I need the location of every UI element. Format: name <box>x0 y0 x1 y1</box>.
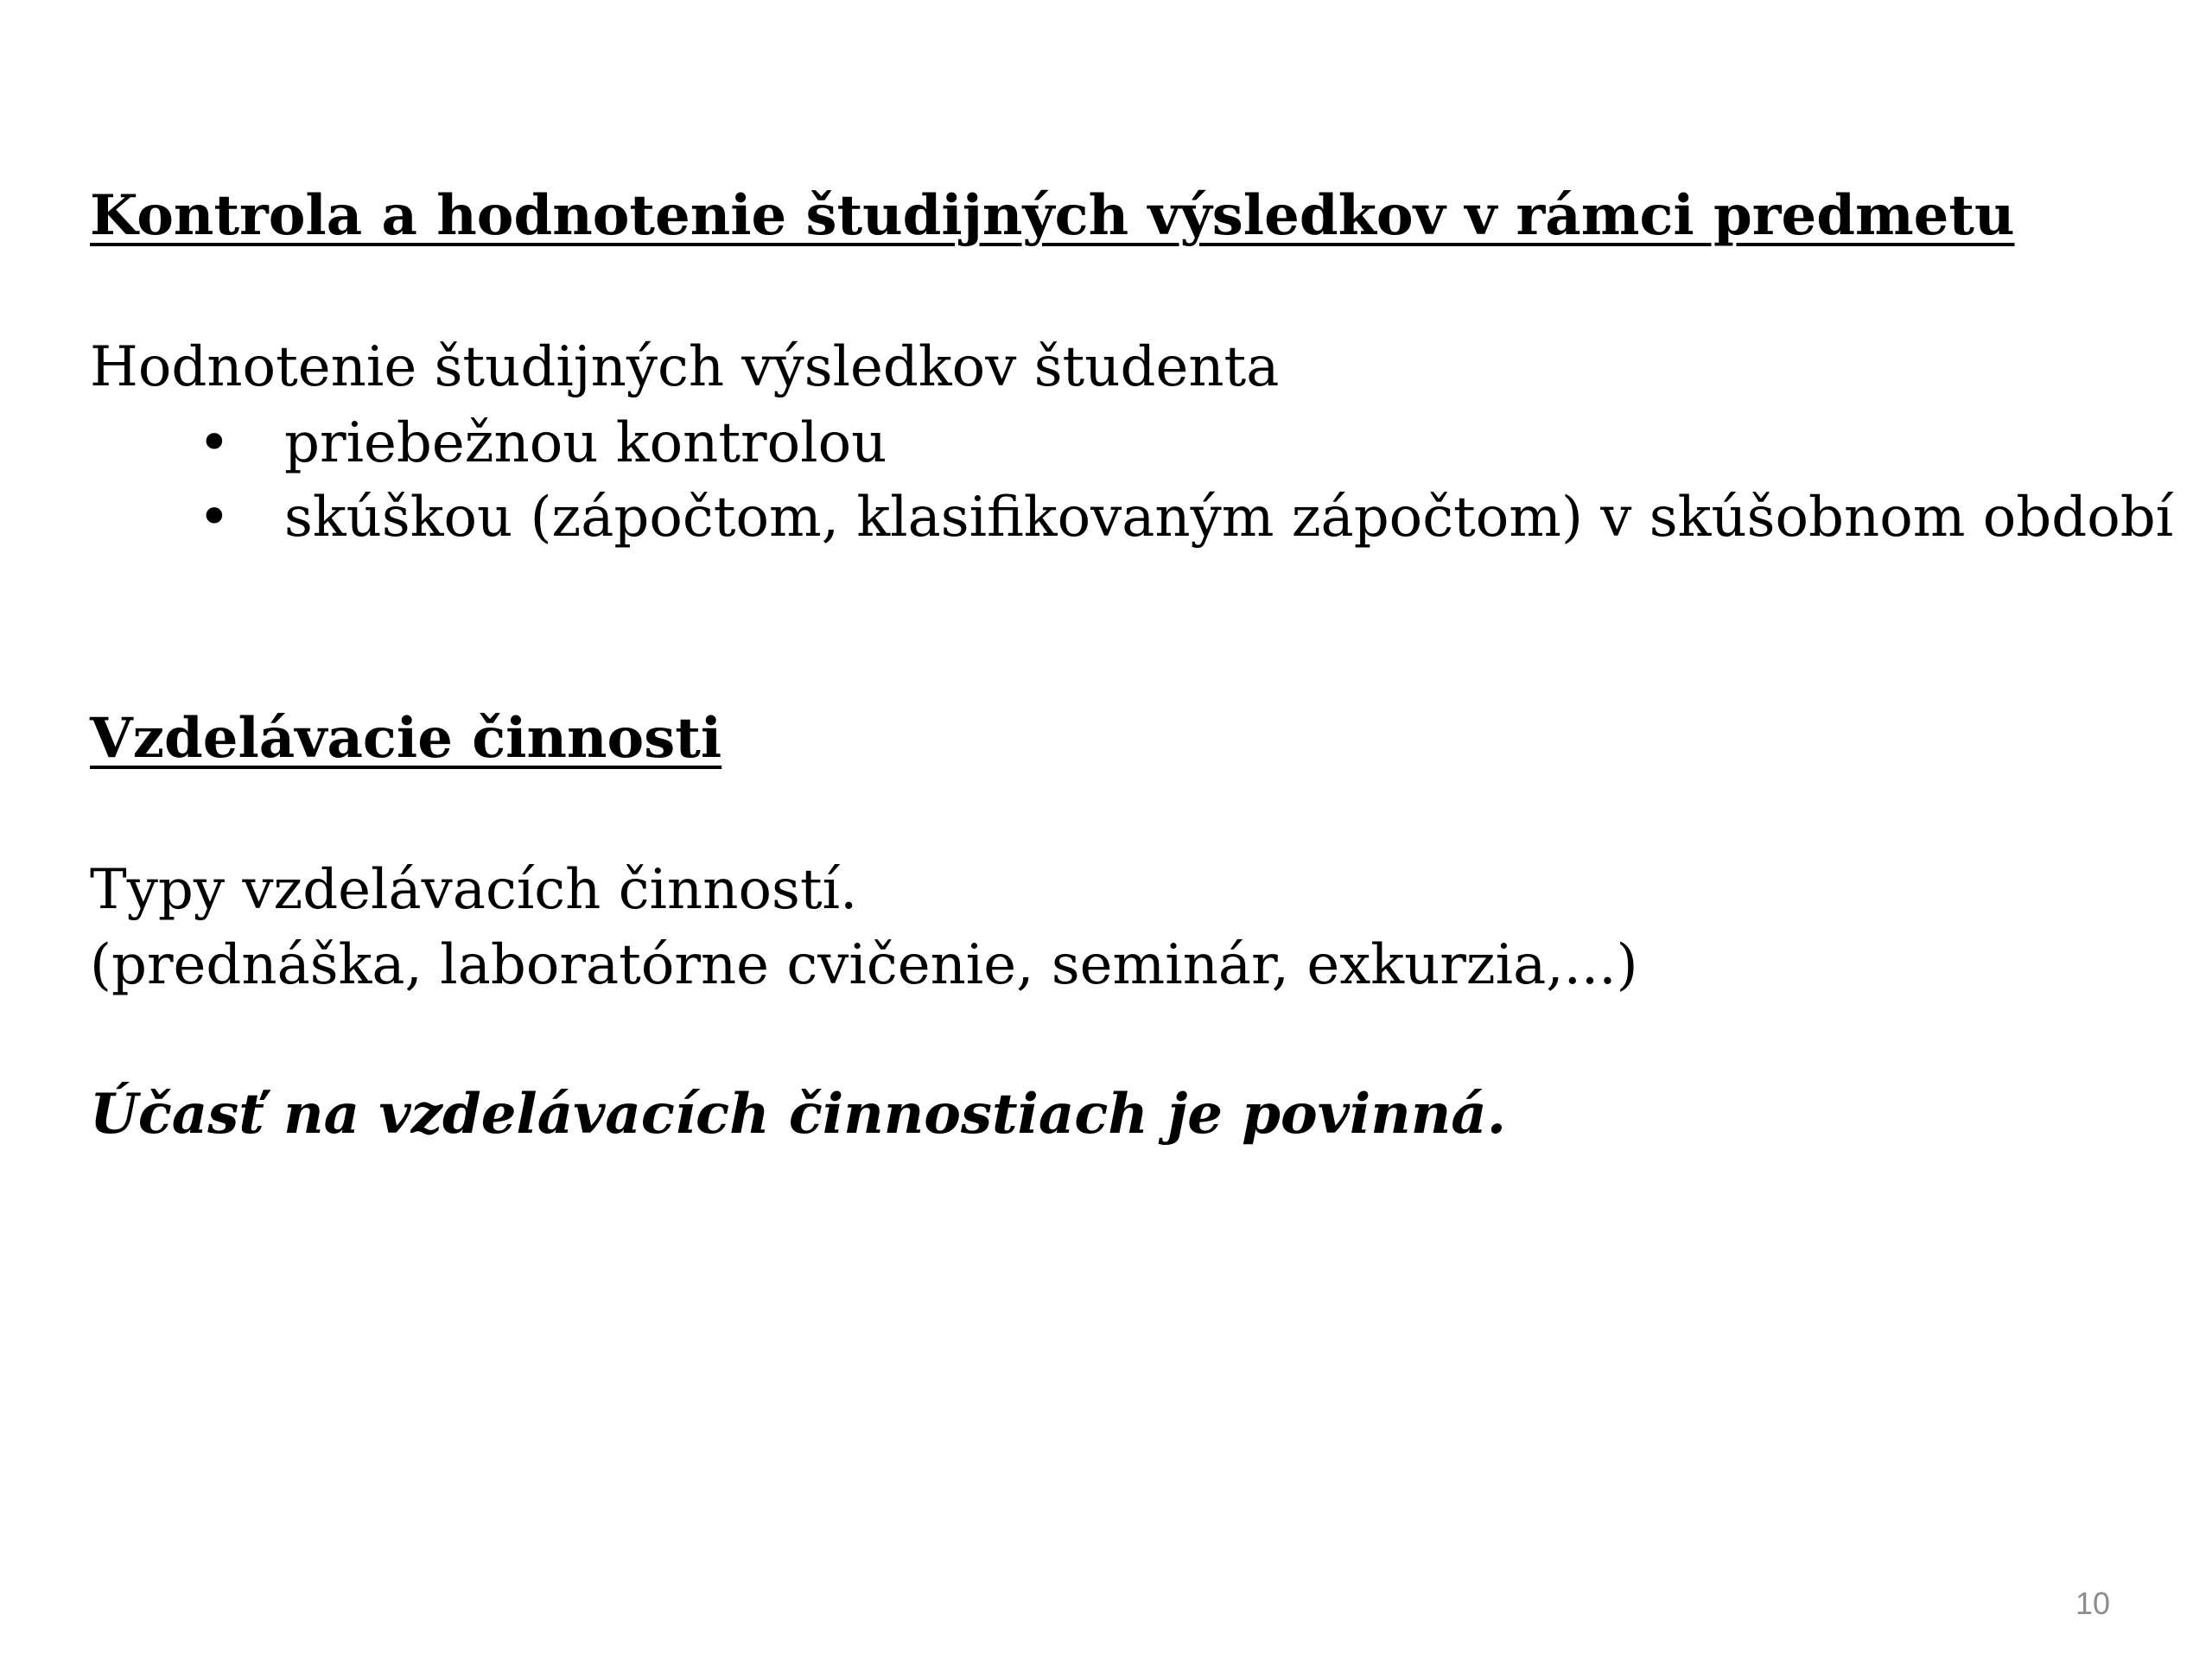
activities-heading: Vzdelávacie činnosti <box>90 706 722 771</box>
assessment-bullet-list <box>90 406 2173 555</box>
bullet-text: skúškou (zápočtom, klasifikovaným zápočtom) v skúšobnom období <box>284 486 2174 550</box>
assessment-heading: Kontrola a hodnotenie študijných výsledkov v rámci predmetu <box>90 183 2015 248</box>
bullet-dot-icon: • <box>198 486 231 550</box>
activity-types-line: Typy vzdelávacích činností. <box>90 858 858 922</box>
page-number: 10 <box>2075 1586 2110 1621</box>
bullet-text: priebežnou kontrolou <box>284 411 887 475</box>
attendance-note: Účasť na vzdelávacích činnostiach je povinná. <box>90 1082 1506 1147</box>
bullet-item-exam <box>90 480 2173 555</box>
assessment-intro: Hodnotenie študijných výsledkov študenta <box>90 335 1280 399</box>
bullet-dot-icon: • <box>198 411 231 475</box>
bullet-item-continuous <box>90 406 2173 480</box>
activity-examples-line: (prednáška, laboratórne cvičenie, seminár, exkurzia,...) <box>90 933 1638 997</box>
